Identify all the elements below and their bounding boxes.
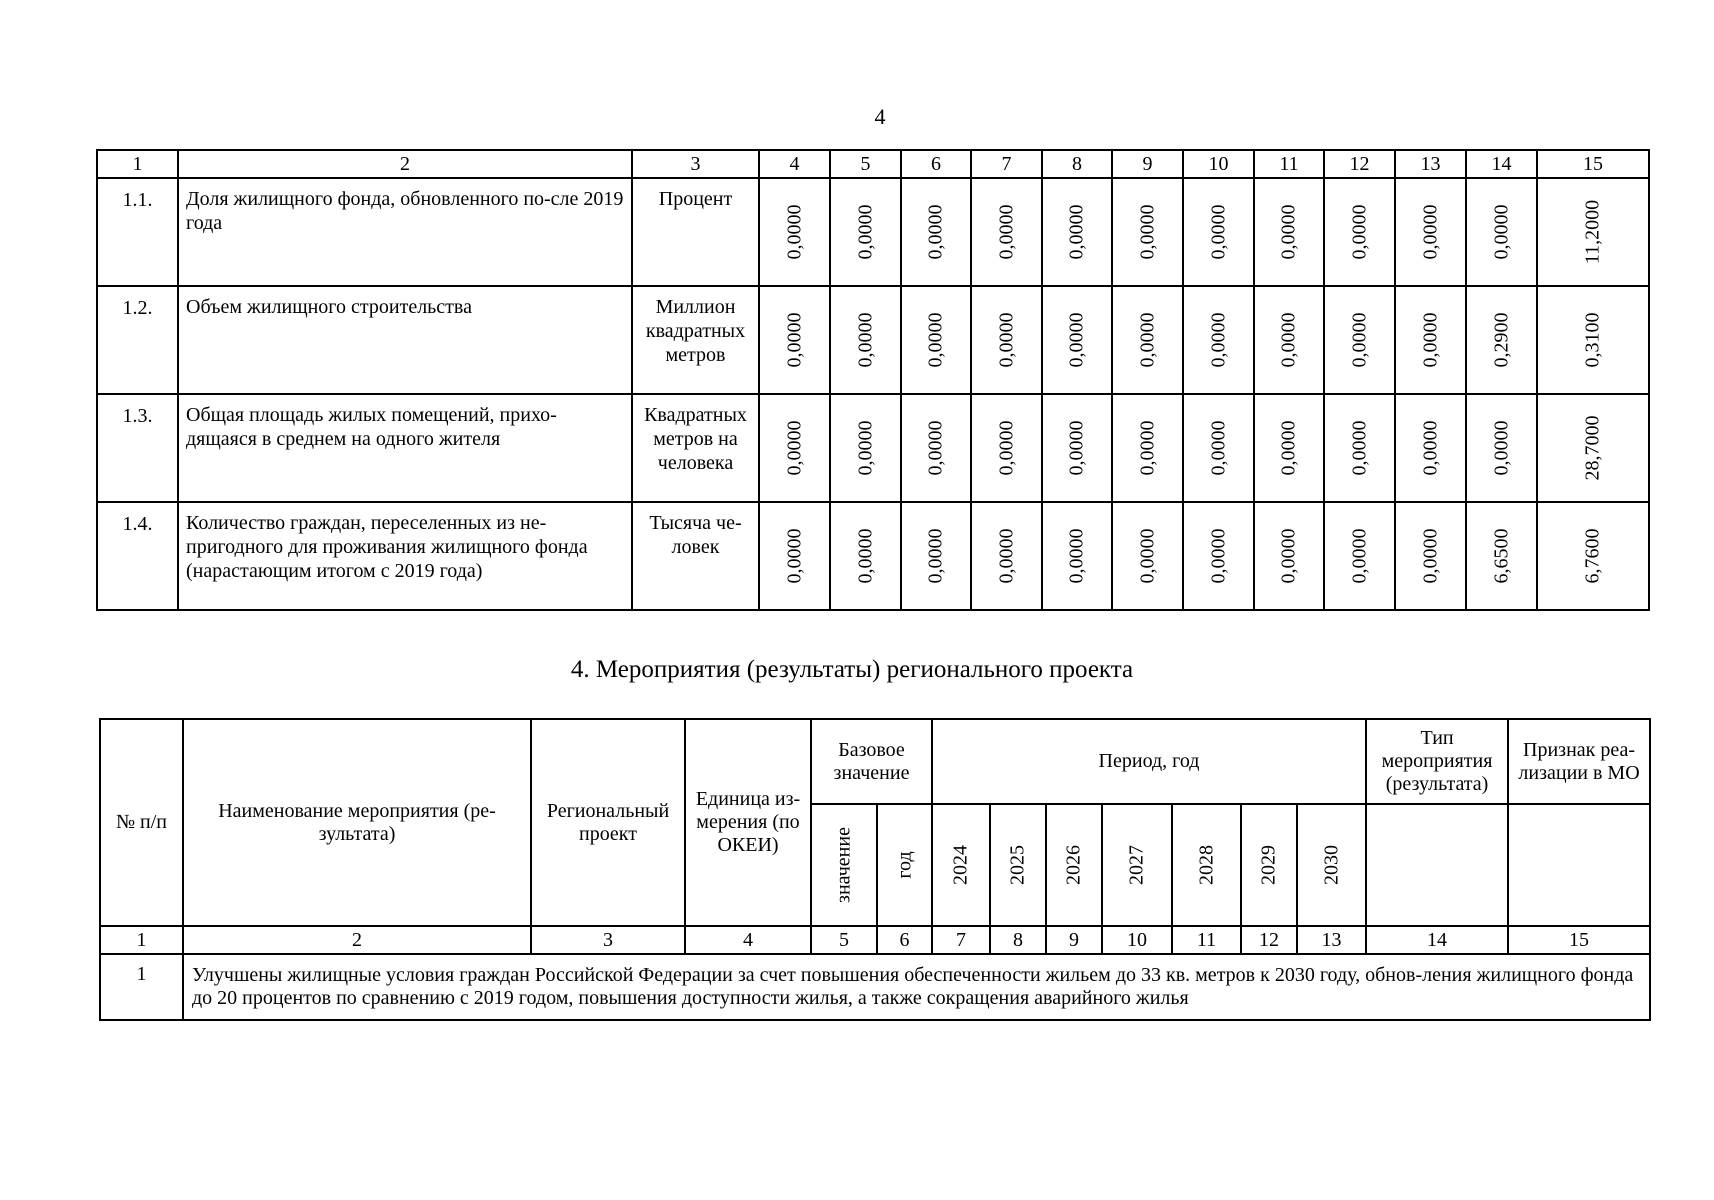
value-cell: 0,0000 — [1207, 204, 1229, 260]
col-header-project: Региональный проект — [531, 719, 685, 926]
value-cell: 0,0000 — [1277, 528, 1300, 584]
col-header-base-value: значение — [832, 827, 855, 903]
header-cell: 8 — [1042, 150, 1112, 178]
header-cell: 10 — [1183, 150, 1254, 178]
index-cell: 14 — [1366, 926, 1508, 954]
index-cell: 15 — [1508, 926, 1650, 954]
header-cell: 7 — [971, 150, 1042, 178]
value-cell: 0,0000 — [854, 312, 876, 368]
value-cell: 0,3100 — [1581, 312, 1604, 368]
value-cell: 0,0000 — [1419, 312, 1441, 368]
indicator-unit: Процент — [632, 178, 759, 286]
page-number: 4 — [874, 104, 886, 129]
index-cell: 10 — [1102, 926, 1172, 954]
value-cell: 0,0000 — [783, 204, 805, 260]
year-cell: 2030 — [1320, 845, 1343, 885]
header-cell: 13 — [1395, 150, 1466, 178]
table-row — [97, 394, 1649, 502]
header-cell: 6 — [901, 150, 971, 178]
value-cell: 0,0000 — [1419, 420, 1441, 476]
value-cell: 0,0000 — [1136, 204, 1158, 260]
header-cell: 4 — [759, 150, 830, 178]
header-cell: 5 — [830, 150, 901, 178]
value-cell: 0,0000 — [924, 204, 947, 260]
table-header-row — [97, 150, 1649, 178]
col-header-base: Базовое значение — [811, 719, 932, 804]
value-cell: 28,7000 — [1581, 415, 1604, 481]
value-cell: 0,0000 — [1277, 204, 1300, 260]
value-cell: 0,0000 — [1136, 528, 1158, 584]
col-header-base-year: год — [893, 851, 915, 879]
header-cell: 3 — [632, 150, 759, 178]
col-header-period: Период, год — [932, 719, 1366, 804]
index-cell: 9 — [1046, 926, 1102, 954]
empty-cell — [1508, 804, 1650, 926]
value-cell: 0,0000 — [1348, 204, 1370, 260]
value-cell: 0,0000 — [854, 528, 876, 584]
value-cell: 0,0000 — [1277, 312, 1300, 368]
indicators-table — [96, 149, 1650, 611]
col-header-name: Наименование мероприятия (ре-зультата) — [183, 719, 531, 926]
col-header-number: № п/п — [100, 719, 183, 926]
value-cell: 0,0000 — [783, 528, 805, 584]
empty-cell — [1366, 804, 1508, 926]
activities-table — [99, 718, 1651, 1021]
col-header-type: Тип мероприятия (результата) — [1366, 719, 1508, 804]
year-cell: 2025 — [1006, 845, 1029, 885]
row-number: 1.2. — [97, 286, 178, 394]
header-cell: 14 — [1466, 150, 1537, 178]
value-cell: 0,0000 — [1348, 312, 1370, 368]
value-cell: 0,0000 — [1348, 528, 1370, 584]
year-cell: 2028 — [1195, 845, 1218, 885]
header-cell: 11 — [1254, 150, 1324, 178]
value-cell: 0,0000 — [1065, 420, 1088, 476]
value-cell: 0,0000 — [1065, 528, 1088, 584]
table-row — [97, 286, 1649, 394]
index-cell: 2 — [183, 926, 531, 954]
value-cell: 0,0000 — [924, 312, 947, 368]
value-cell: 0,0000 — [783, 420, 805, 476]
index-cell: 4 — [685, 926, 811, 954]
section-title: 4. Мероприятия (результаты) регионального проекта — [570, 656, 1134, 683]
value-cell: 0,0000 — [924, 420, 947, 476]
value-cell: 0,0000 — [1419, 204, 1441, 260]
indicator-name: Объем жилищного строительства — [178, 286, 632, 394]
year-cell: 2027 — [1125, 845, 1148, 885]
indicator-name: Общая площадь жилых помещений, прихо-дящаяся в среднем на одного жителя — [178, 394, 632, 502]
index-cell: 11 — [1172, 926, 1241, 954]
row-number: 1.3. — [97, 394, 178, 502]
value-cell: 0,0000 — [783, 312, 805, 368]
year-cell: 2029 — [1257, 845, 1280, 885]
col-header-unit: Единица из-мерения (по ОКЕИ) — [685, 719, 811, 926]
value-cell: 6,7600 — [1581, 528, 1604, 584]
row-number: 1 — [100, 954, 183, 1020]
value-cell: 0,0000 — [995, 204, 1017, 260]
value-cell: 0,0000 — [995, 528, 1017, 584]
indicator-unit: Тысяча че-ловек — [632, 502, 759, 610]
value-cell: 0,0000 — [1348, 420, 1370, 476]
year-cell: 2024 — [949, 845, 972, 885]
year-cell: 2026 — [1062, 845, 1085, 885]
value-cell: 6,6500 — [1490, 528, 1512, 584]
value-cell: 0,0000 — [1065, 204, 1088, 260]
indicator-name: Количество граждан, переселенных из не-пригодного для проживания жилищного фонда (нарастающим итогом с 2019 года) — [178, 502, 632, 610]
value-cell: 0,0000 — [1136, 312, 1158, 368]
index-cell: 5 — [811, 926, 877, 954]
value-cell: 11,2000 — [1581, 199, 1604, 265]
value-cell: 0,0000 — [1277, 420, 1300, 476]
index-cell: 12 — [1241, 926, 1297, 954]
value-cell: 0,0000 — [995, 312, 1017, 368]
header-cell: 12 — [1324, 150, 1395, 178]
index-cell: 7 — [932, 926, 990, 954]
table-row — [100, 954, 1650, 1020]
goal-text: Улучшены жилищные условия граждан Российской Федерации за счет повышения обеспеченности жильем до 33 кв. метров к 2030 году, обнов-ления жилищного фонда до 20 процентов по сравнению с 2019 годом, повышения доступности жилья, а также сокращения аварийного жилья — [183, 954, 1650, 1020]
value-cell: 0,0000 — [1207, 312, 1229, 368]
value-cell: 0,0000 — [995, 420, 1017, 476]
value-cell: 0,0000 — [1419, 528, 1441, 584]
row-number: 1.4. — [97, 502, 178, 610]
indicator-name: Доля жилищного фонда, обновленного по-сле 2019 года — [178, 178, 632, 286]
value-cell: 0,0000 — [1065, 312, 1088, 368]
table-row — [97, 502, 1649, 610]
header-cell: 2 — [178, 150, 632, 178]
col-header-sign: Признак реа-лизации в МО — [1508, 719, 1650, 804]
row-number: 1.1. — [97, 178, 178, 286]
value-cell: 0,0000 — [854, 204, 876, 260]
index-cell: 1 — [100, 926, 183, 954]
value-cell: 0,0000 — [854, 420, 876, 476]
index-cell: 6 — [877, 926, 932, 954]
index-cell: 13 — [1297, 926, 1366, 954]
value-cell: 0,0000 — [1490, 204, 1512, 260]
header-cell: 9 — [1112, 150, 1183, 178]
table-index-row — [100, 926, 1650, 954]
value-cell: 0,0000 — [1136, 420, 1158, 476]
table-row — [97, 178, 1649, 286]
index-cell: 8 — [990, 926, 1046, 954]
value-cell: 0,0000 — [924, 528, 947, 584]
index-cell: 3 — [531, 926, 685, 954]
indicator-unit: Миллион квадратных метров — [632, 286, 759, 394]
value-cell: 0,2900 — [1490, 312, 1512, 368]
header-cell: 1 — [97, 150, 178, 178]
table-header-row — [100, 719, 1650, 804]
indicator-unit: Квадратных метров на человека — [632, 394, 759, 502]
value-cell: 0,0000 — [1490, 420, 1512, 476]
header-cell: 15 — [1537, 150, 1649, 178]
value-cell: 0,0000 — [1207, 420, 1229, 476]
value-cell: 0,0000 — [1207, 528, 1229, 584]
